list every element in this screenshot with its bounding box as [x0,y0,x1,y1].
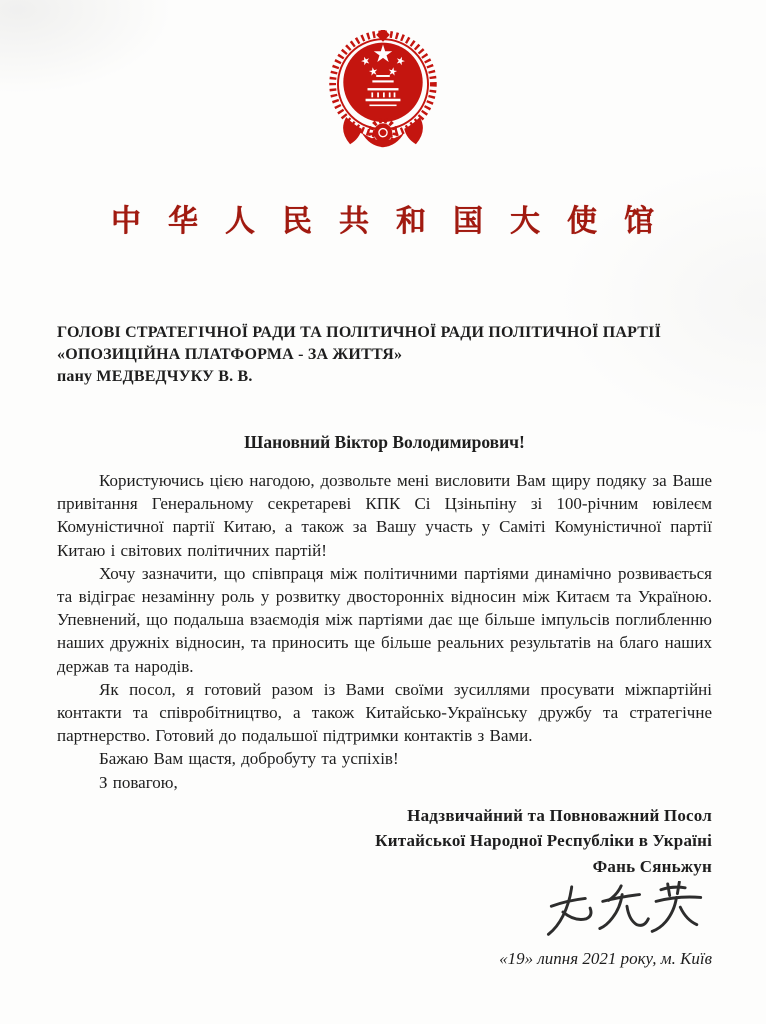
embassy-name-cjk: 中华人民共和国大使馆 [111,205,681,238]
recipient-line-1: ГОЛОВІ СТРАТЕГІЧНОЇ РАДИ ТА ПОЛІТИЧНОЇ РАДИ ПОЛІТИЧНОЇ ПАРТІЇ [57,324,662,341]
recipient-line-2: «ОПОЗИЦІЙНА ПЛАТФОРМА - ЗА ЖИТТЯ» [57,346,403,363]
recipient-block [57,322,712,388]
china-national-emblem-icon [324,30,442,152]
ambassador-title-line-2: Китайської Народної Республіки в Україні [375,831,712,851]
closing-salute: З повагою, [99,772,178,792]
handwritten-signature-icon [57,881,712,945]
letter-body [0,322,766,969]
signature-block [57,803,712,880]
paragraph-2: Хочу зазначити, що співпраця між політичними партіями динамічно розвивається та відіграє незамінну роль у розвитку двосторонніх відносин між Китаєм та Україною. Упевнений, що подальша взаємодія між партіями дає ще більше імпульсів поглибленню наших дружніх відносин, та приносить ще більше реальних результатів на благо наших держав та народів. [57,563,712,676]
date-line [57,949,712,969]
ambassador-name: Фань Сяньжун [592,856,712,876]
ambassador-title-line-1: Надзвичайний та Повноважний Посол [407,805,712,825]
paragraph-1: Користуючись цією нагодою, дозвольте мені висловити Вам щиру подяку за Ваше привітання Генеральному секретареві КПК Сі Цзіньпіну зі 100-річним ювілеєм Комуністичної партії Китаю, а також за Вашу участь у Саміті Комуністичної партії Китаю і світових політичних партій! [57,471,712,560]
paragraph-3: Як посол, я готовий разом із Вами своїми зусиллями просувати міжпартійні контакти та співробітництво, а також Китайсько-Українську дружбу та стратегічне партнерство. Готовий до подальшої підтримки контактів з Вами. [57,679,712,746]
closing-wish: Бажаю Вам щастя, добробуту та успіхів! [99,749,399,769]
salutation: Шановний Віктор Володимирович! [244,432,525,452]
recipient-line-3: пану МЕДВЕДЧУКУ В. В. [57,368,253,385]
date-text: «19» липня 2021 року, м. Київ [499,949,712,969]
